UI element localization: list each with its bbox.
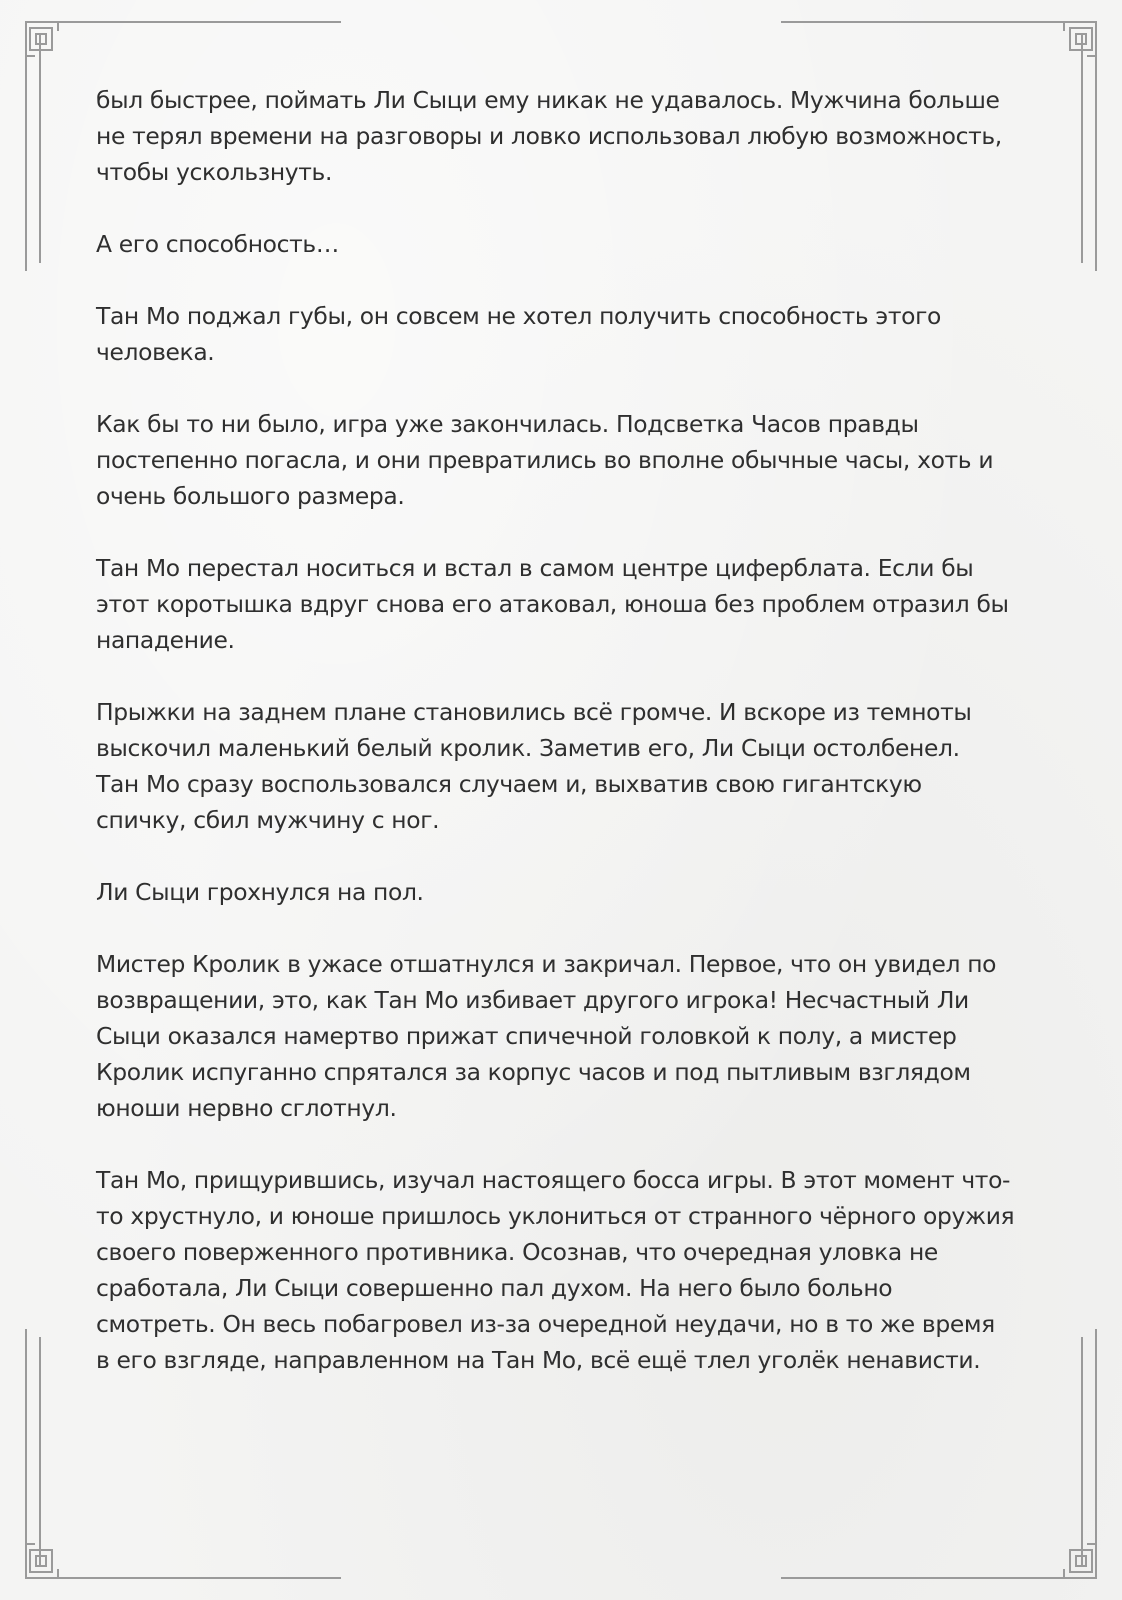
paragraph: Мистер Кролик в ужасе отшатнулся и закричал. Первое, что он увидел по возвращении, это, как Тан Мо избивает другого игрока! Несчастный Ли Сыци оказался намертво прижат спичечной головкой к полу, а мистер Кролик испуганно спрятался за корпус часов и под пытливым взглядом юноши нервно сглотнул.	[96, 950, 997, 1122]
paragraph: А его способность…	[96, 230, 339, 258]
paragraph: Тан Мо перестал носиться и встал в самом центре циферблата. Если бы этот коротышка вдруг снова его атаковал, юноша без проблем отразил бы нападение.	[96, 554, 1009, 654]
paragraph: Ли Сыци грохнулся на пол.	[96, 878, 424, 906]
paragraph: Тан Мо поджал губы, он совсем не хотел получить способность этого человека.	[96, 302, 941, 366]
text-body	[96, 82, 1036, 1414]
paragraph: Тан Мо, прищурившись, изучал настоящего босса игры. В этот момент что- то хрустнуло, и юноше пришлось уклониться от странного чёрного оружия своего поверженного противника. Осознав, что очередная уловка не сработала, Ли Сыци совершенно пал духом. На него было больно смотреть. Он весь побагровел из-за очередной неудачи, но в то же время в его взгляде, направленном на Тан Мо, всё ещё тлел уголёк ненависти.	[96, 1166, 1015, 1374]
paragraph: Как бы то ни было, игра уже закончилась. Подсветка Часов правды постепенно погасла, и они превратились во вполне обычные часы, хоть и очень большого размера.	[96, 410, 994, 510]
paragraph: был быстрее, поймать Ли Сыци ему никак не удавалось. Мужчина больше не терял времени на разговоры и ловко использовал любую возможность, чтобы ускользнуть.	[96, 86, 1002, 186]
paragraph: Прыжки на заднем плане становились всё громче. И вскоре из темноты выскочил маленький белый кролик. Заметив его, Ли Сыци остолбенел. Тан Мо сразу воспользовался случаем и, выхватив свою гигантскую спичку, сбил мужчину с ног.	[96, 698, 972, 834]
